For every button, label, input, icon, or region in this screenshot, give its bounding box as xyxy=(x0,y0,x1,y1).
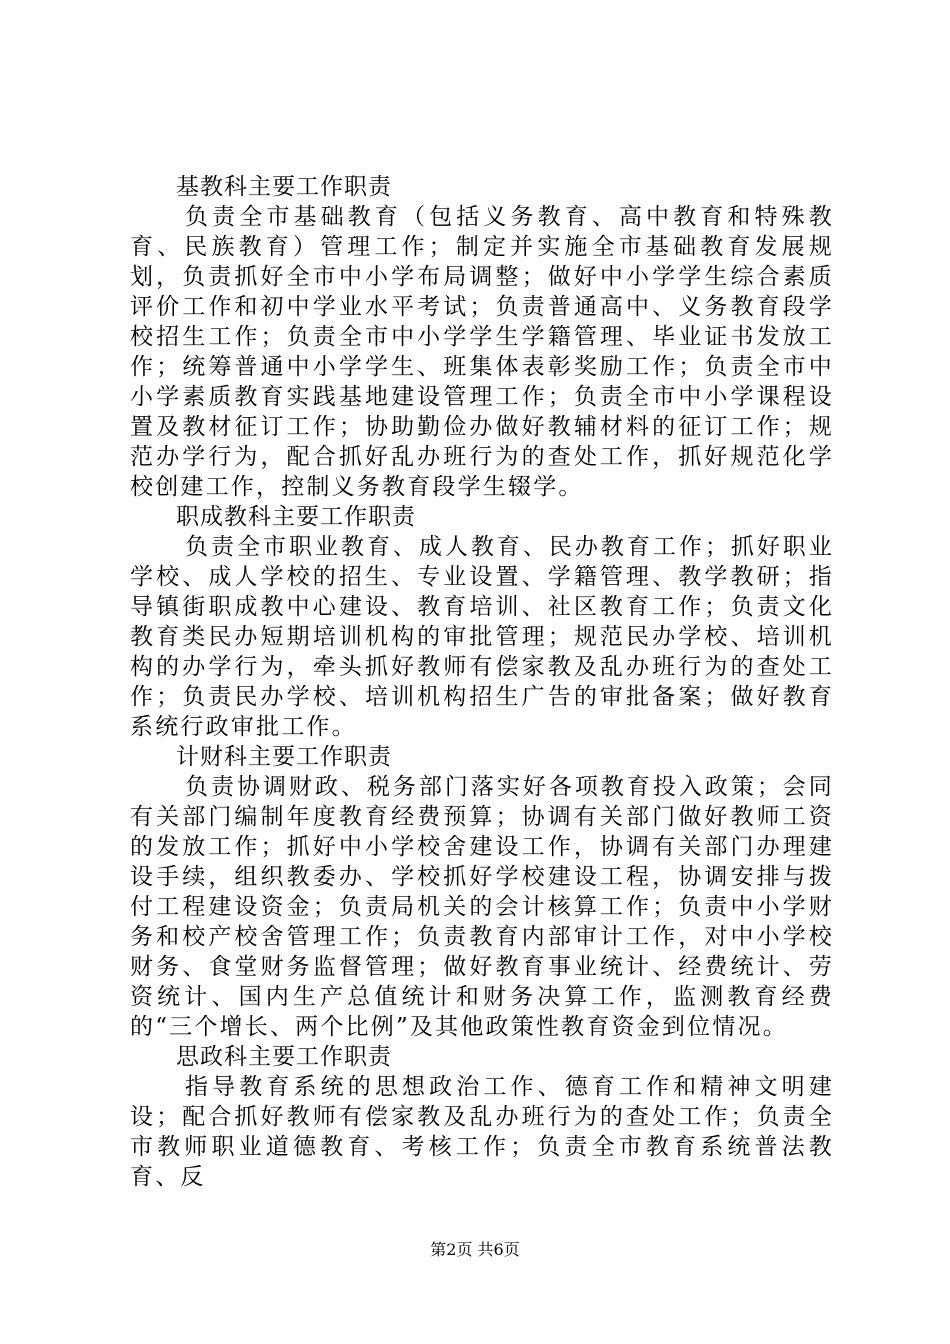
section-heading: 计财科主要工作职责 xyxy=(176,744,392,770)
section-paragraph: 负责协调财政、税务部门落实好各项教育投入政策；会同有关部门编制年度教育经费预算；协调有关部门做好教师工资的发放工作；抓好中小学校舍建设工作，协调有关部门办理建设手续，组织教委办、学校抓好学校建设工程，协调安排与拨付工程建设资金；负责局机关的会计核算工作；负责中小学财务和校产校舍管理工作；负责教育内部审计工作，对中小学校财务、食堂财务监督管理；做好教育事业统计、经费统计、劳资统计、国内生产总值统计和财务决算工作，监测教育经费的“三个增长、两个比例”及其他政策性教育资金到位情况。 xyxy=(130,774,834,1040)
section-paragraph: 负责全市基础教育（包括义务教育、高中教育和特殊教育、民族教育）管理工作；制定并实施全市基础教育发展规划，负责抓好全市中小学布局调整；做好中小学学生综合素质评价工作和初中学业水平考试；负责普通高中、义务教育段学校招生工作；负责全市中小学学生学籍管理、毕业证书发放工作；统筹普通中小学学生、班集体表彰奖励工作；负责全市中小学素质教育实践基地建设管理工作；负责全市中小学课程设置及教材征订工作；协助勤俭办做好教辅材料的征订工作；规范办学行为，配合抓好乱办班行为的查处工作，抓好规范化学校创建工作，控制义务教育段学生辍学。 xyxy=(130,204,834,500)
page-number-footer: 第2页 共6页 xyxy=(430,1240,520,1259)
section-planning-finance xyxy=(130,742,834,1042)
section-basic-education xyxy=(130,172,834,502)
section-paragraph: 指导教育系统的思想政治工作、德育工作和精神文明建设；配合抓好教师有偿家教及乱办班行为的查处工作；负责全市教师职业道德教育、考核工作；负责全市教育系统普法教育、反 xyxy=(130,1074,834,1190)
section-paragraph: 负责全市职业教育、成人教育、民办教育工作；抓好职业学校、成人学校的招生、专业设置、学籍管理、教学教研；指导镇街职成教中心建设、教育培训、社区教育工作；负责文化教育类民办短期培训机构的审批管理；规范民办学校、培训机构的办学行为，牵头抓好教师有偿家教及乱办班行为的查处工作；负责民办学校、培训机构招生广告的审批备案；做好教育系统行政审批工作。 xyxy=(130,534,834,740)
section-heading: 职成教科主要工作职责 xyxy=(176,504,416,530)
section-ideological-political xyxy=(130,1042,834,1192)
section-vocational-education xyxy=(130,502,834,742)
section-heading: 基教科主要工作职责 xyxy=(176,174,392,200)
section-heading: 思政科主要工作职责 xyxy=(176,1044,392,1070)
document-body xyxy=(130,172,834,1192)
